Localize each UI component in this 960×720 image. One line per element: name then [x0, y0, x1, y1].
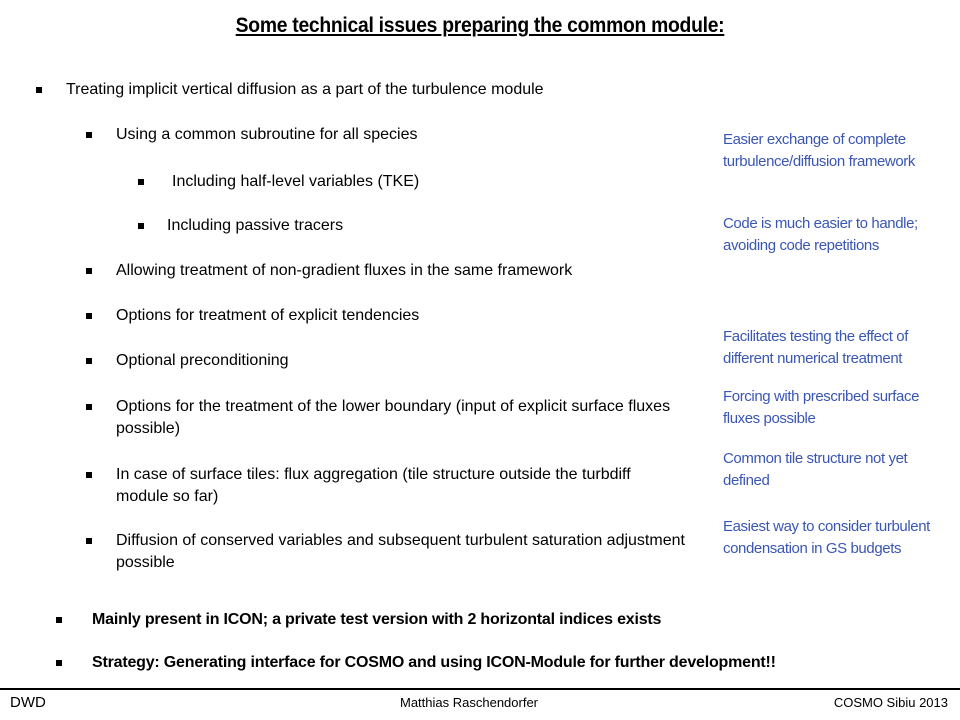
- bullet-text: In case of surface tiles: flux aggregation (tile structure outside the turbdiff module so far): [116, 466, 631, 505]
- bullet-text: Diffusion of conserved variables and subsequent turbulent saturation adjustment possible: [116, 532, 685, 571]
- bullet-item: [86, 530, 696, 574]
- bullet-text: Options for treatment of explicit tendencies: [116, 307, 420, 324]
- bullet-item: [86, 396, 686, 440]
- footer-left: DWD: [10, 694, 46, 711]
- square-bullet-icon: [138, 223, 144, 229]
- square-bullet-icon: [86, 538, 92, 544]
- square-bullet-icon: [138, 179, 144, 185]
- bullet-item: [36, 79, 544, 101]
- square-bullet-icon: [86, 268, 92, 274]
- bullet-item: [86, 350, 289, 372]
- side-note: Facilitates testing the effect of different numerical treatment: [723, 328, 908, 367]
- bullet-text: Allowing treatment of non-gradient fluxes in the same framework: [116, 262, 573, 279]
- square-bullet-icon: [56, 660, 62, 666]
- bullet-text: Options for the treatment of the lower boundary (input of explicit surface fluxes possible): [116, 398, 671, 437]
- square-bullet-icon: [86, 313, 92, 319]
- square-bullet-icon: [86, 404, 92, 410]
- square-bullet-icon: [86, 358, 92, 364]
- footer-center: Matthias Raschendorfer: [400, 695, 539, 710]
- side-note: Common tile structure not yet defined: [723, 450, 908, 489]
- bullet-item: [134, 215, 343, 237]
- bullet-item: [134, 171, 419, 193]
- key-point-text: Strategy: Generating interface for COSMO and using ICON-Module for further development!!: [92, 654, 776, 671]
- square-bullet-icon: [86, 132, 92, 138]
- key-point-text: Mainly present in ICON; a private test version with 2 horizontal indices exists: [92, 611, 662, 628]
- square-bullet-icon: [86, 472, 92, 478]
- footer-right: COSMO Sibiu 2013: [833, 695, 948, 710]
- slide-title: Some technical issues preparing the common module:: [235, 14, 725, 37]
- side-note: Code is much easier to handle; avoiding code repetitions: [723, 215, 918, 254]
- square-bullet-icon: [36, 87, 42, 93]
- bullet-item: [86, 260, 572, 282]
- bullet-text: Using a common subroutine for all species: [116, 126, 418, 143]
- side-note: Easiest way to consider turbulent condensation in GS budgets: [723, 518, 930, 557]
- bullet-text: Including half-level variables (TKE): [172, 173, 420, 190]
- bullet-item: [86, 124, 417, 146]
- side-note: Easier exchange of complete turbulence/diffusion framework: [723, 131, 915, 170]
- bullet-text: Including passive tracers: [167, 217, 344, 234]
- footer-divider: [0, 688, 960, 690]
- bullet-text: Optional preconditioning: [116, 352, 289, 369]
- side-note: Forcing with prescribed surface fluxes possible: [723, 388, 920, 427]
- key-point: [56, 652, 776, 674]
- key-point: [56, 609, 661, 631]
- bullet-text: Treating implicit vertical diffusion as a part of the turbulence module: [66, 81, 544, 98]
- bullet-item: [86, 464, 676, 508]
- square-bullet-icon: [56, 617, 62, 623]
- bullet-item: [86, 305, 419, 327]
